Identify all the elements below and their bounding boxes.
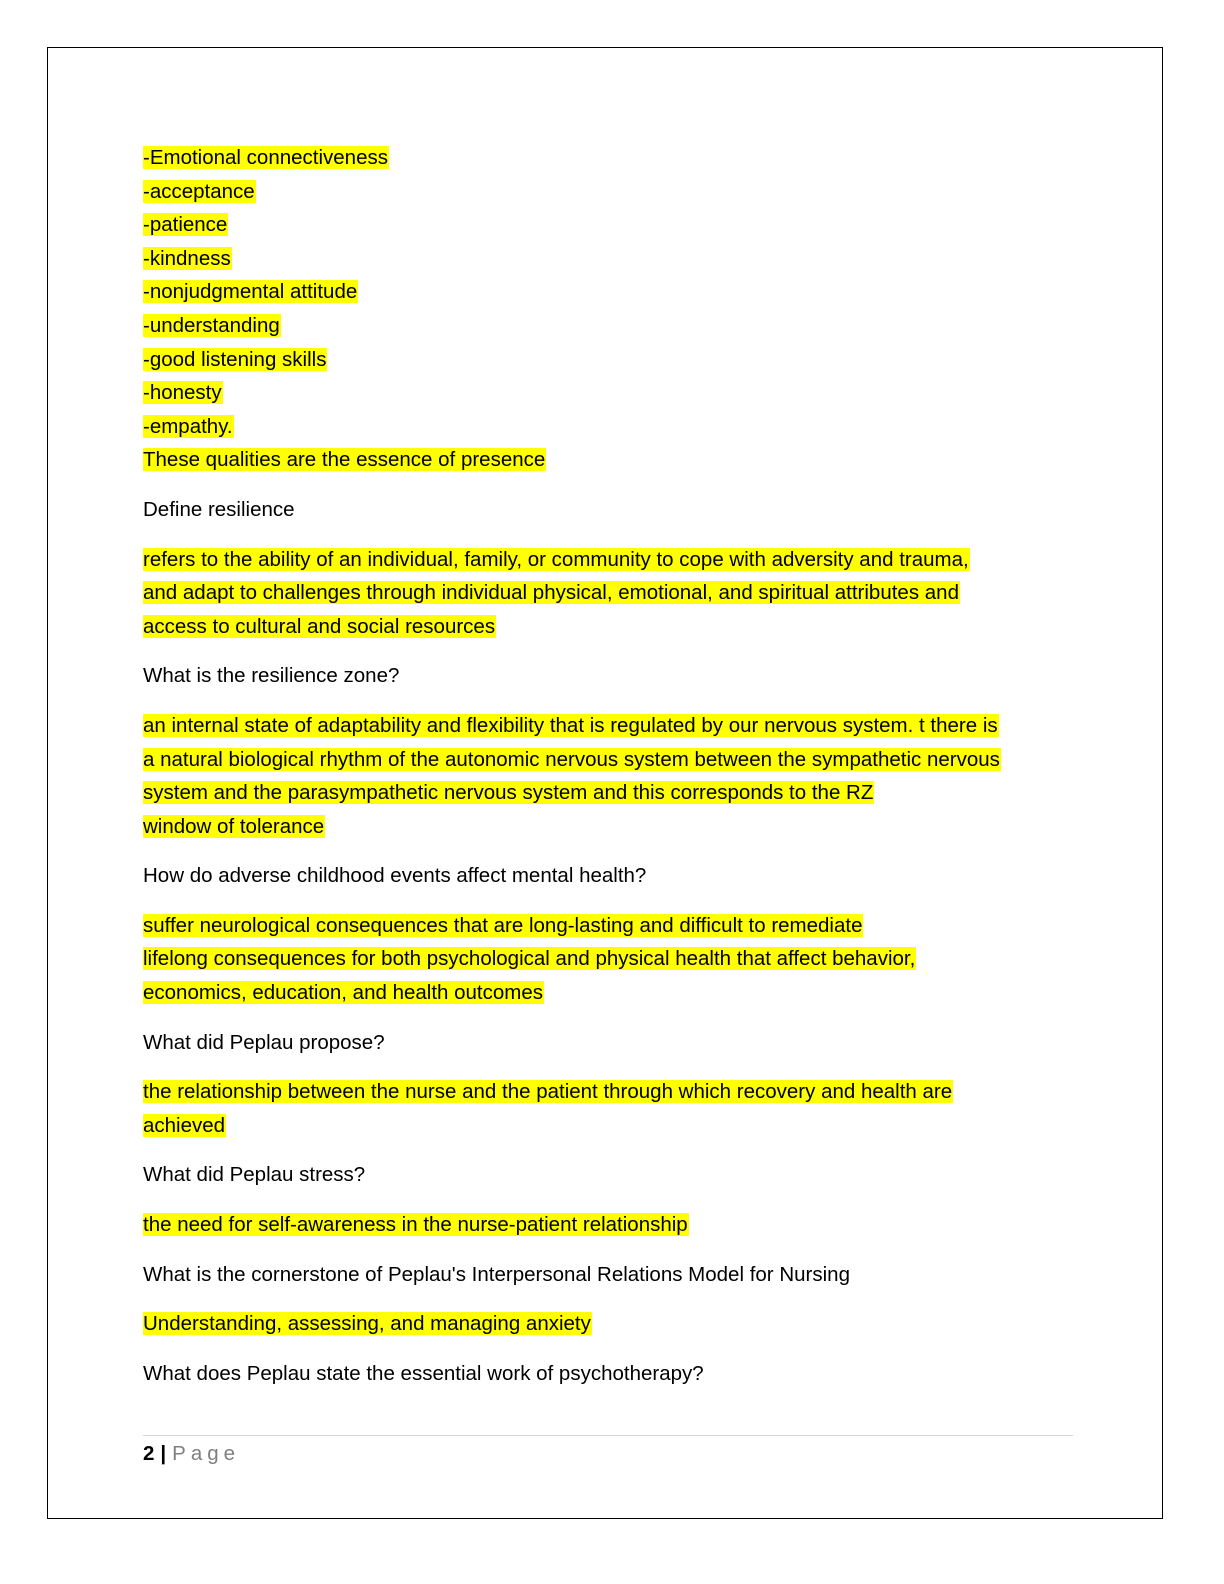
answer-line: system and the parasympathetic nervous system and this corresponds to the RZ [143,781,874,805]
list-item: -understanding [143,313,280,337]
answer-line: achieved [143,1113,226,1137]
question-psychotherapy: What does Peplau state the essential work of psychotherapy? [143,1361,704,1385]
question-peplau-cornerstone: What is the cornerstone of Peplau's Interpersonal Relations Model for Nursing [143,1262,850,1286]
answer-line: an internal state of adaptability and flexibility that is regulated by our nervous system. t there is [143,713,998,737]
answer-line: economics, education, and health outcomes [143,981,544,1005]
list-item: -kindness [143,246,231,270]
list-item: -Emotional connectiveness [143,146,388,169]
answer-line: suffer neurological consequences that are long-lasting and difficult to remediate [143,913,863,937]
answer-resilience-zone [143,709,1073,843]
list-item: -nonjudgmental attitude [143,280,358,304]
answer-peplau-cornerstone [143,1307,1073,1341]
answer-line: window of tolerance [143,814,325,838]
list-item: -empathy. [143,414,233,438]
question-adverse-childhood: How do adverse childhood events affect mental health? [143,864,647,888]
answer-peplau-propose [143,1075,1073,1142]
list-summary: These qualities are the essence of presence [143,448,546,472]
answer-line: refers to the ability of an individual, family, or community to cope with adversity and trauma, [143,547,969,571]
answer-resilience [143,543,1073,644]
page-number: 2 [143,1442,155,1465]
footer-separator: | [160,1442,167,1465]
answer-line: a natural biological rhythm of the autonomic nervous system between the sympathetic nervous [143,747,1000,771]
answer-line: the relationship between the nurse and the patient through which recovery and health are [143,1080,953,1104]
qualities-list [143,141,1073,477]
answer-line: and adapt to challenges through individual physical, emotional, and spiritual attributes and [143,581,959,605]
footer-divider [143,1435,1073,1436]
list-item: -patience [143,213,228,237]
list-item: -acceptance [143,179,255,203]
answer-line: Understanding, assessing, and managing anxiety [143,1312,591,1336]
answer-peplau-stress [143,1208,1073,1242]
question-peplau-propose: What did Peplau propose? [143,1030,385,1054]
list-item: -honesty [143,381,222,405]
question-resilience-zone: What is the resilience zone? [143,664,400,688]
document-body [143,141,1073,1406]
list-item: -good listening skills [143,347,327,371]
answer-line: lifelong consequences for both psychological and physical health that affect behavior, [143,947,916,971]
question-resilience: Define resilience [143,497,295,521]
page-footer [143,1440,240,1468]
question-peplau-stress: What did Peplau stress? [143,1163,366,1187]
answer-line: the need for self-awareness in the nurse-patient relationship [143,1213,688,1237]
answer-line: access to cultural and social resources [143,614,496,638]
page-label: Page [172,1442,241,1465]
answer-adverse-childhood [143,909,1073,1010]
